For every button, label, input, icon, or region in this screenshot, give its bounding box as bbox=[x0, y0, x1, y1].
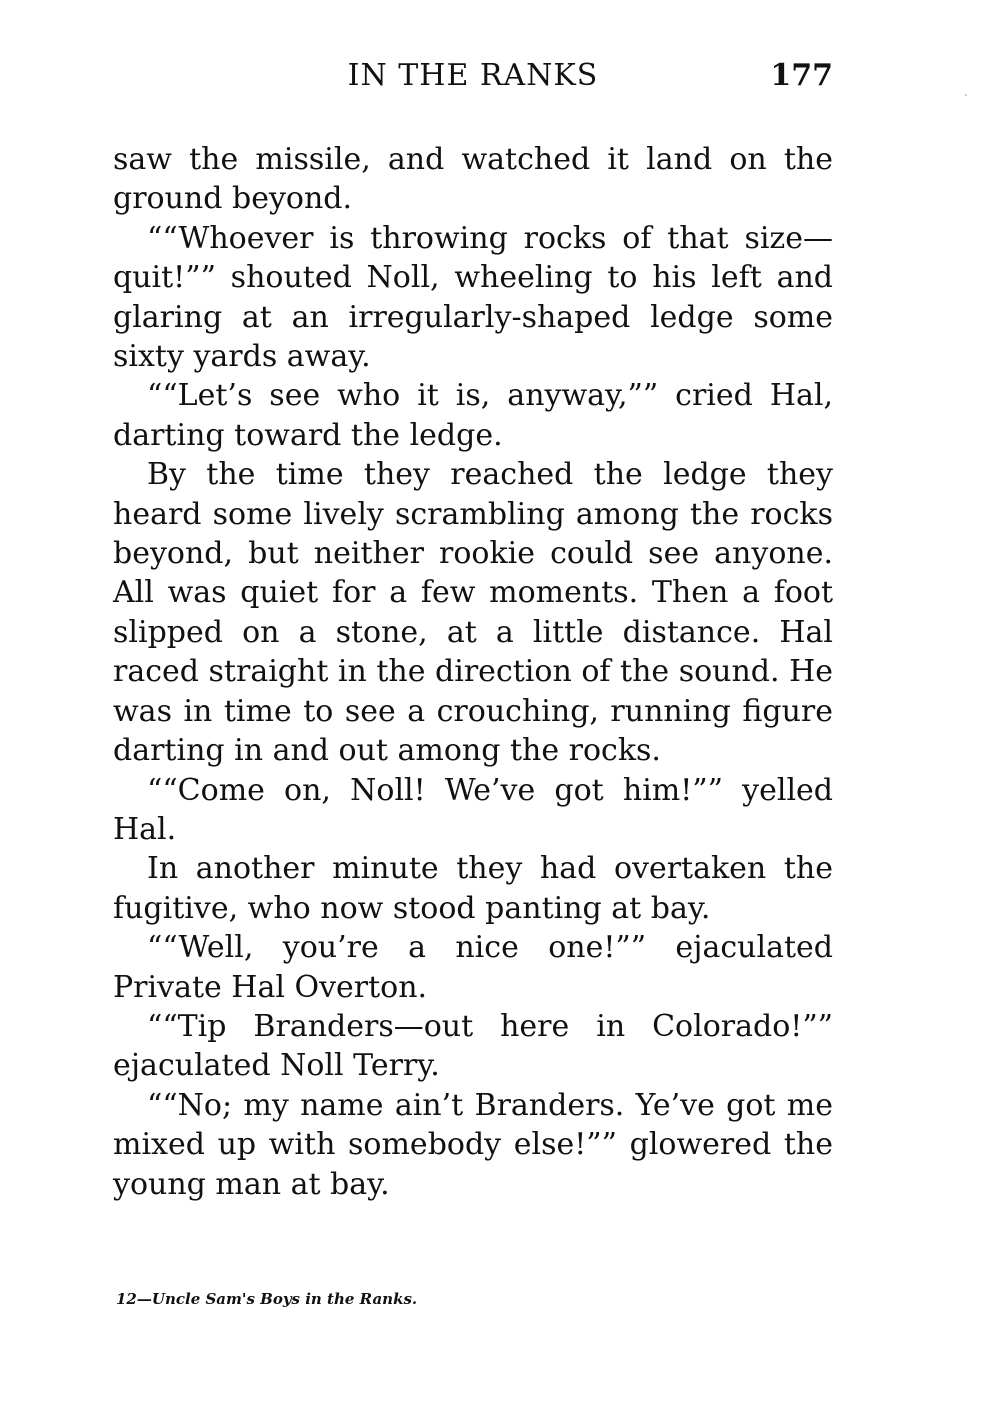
body-text bbox=[113, 140, 833, 1204]
paragraph: ““No; my name ain’t Branders. Ye’ve got me mixed up with somebody else!”” glowered the young man at bay. bbox=[113, 1087, 833, 1202]
paragraph: ““Let’s see who it is, anyway,”” cried Hal, darting toward the ledge. bbox=[113, 378, 833, 453]
running-head bbox=[113, 58, 833, 102]
paragraph: In another minute they had overtaken the fugitive, who now stood panting at bay. bbox=[113, 851, 833, 926]
paragraph: ““Tip Branders—out here in Colorado!”” ejaculated Noll Terry. bbox=[113, 1008, 833, 1084]
paragraph: By the time they reached the ledge they heard some lively scrambling among the rocks beyond, but neither rookie could see anyone. All was quiet for a few moments. Then a foot slipped on a stone, at a little distance. Hal raced straight in the direction of the sound. He was in time to see a crouching, running figure darting in and out among the rocks. bbox=[113, 457, 833, 769]
paragraph: ““Well, you’re a nice one!”” ejaculated Private Hal Overton. bbox=[113, 930, 833, 1005]
page-number: 177 bbox=[770, 58, 833, 93]
printer-signature: 12—Uncle Sam's Boys in the Ranks. bbox=[116, 1290, 418, 1308]
paragraph: saw the missile, and watched it land on the ground beyond. bbox=[113, 142, 833, 217]
paragraph: ““Whoever is throwing rocks of that size—quit!”” shouted Noll, wheeling to his left and glaring at an irregularly-shaped ledge some sixty yards away. bbox=[113, 220, 833, 375]
running-title: IN THE RANKS bbox=[347, 58, 599, 93]
paragraph: ““Come on, Noll! We’ve got him!”” yelled Hal. bbox=[113, 772, 833, 847]
scan-speck bbox=[965, 94, 967, 96]
